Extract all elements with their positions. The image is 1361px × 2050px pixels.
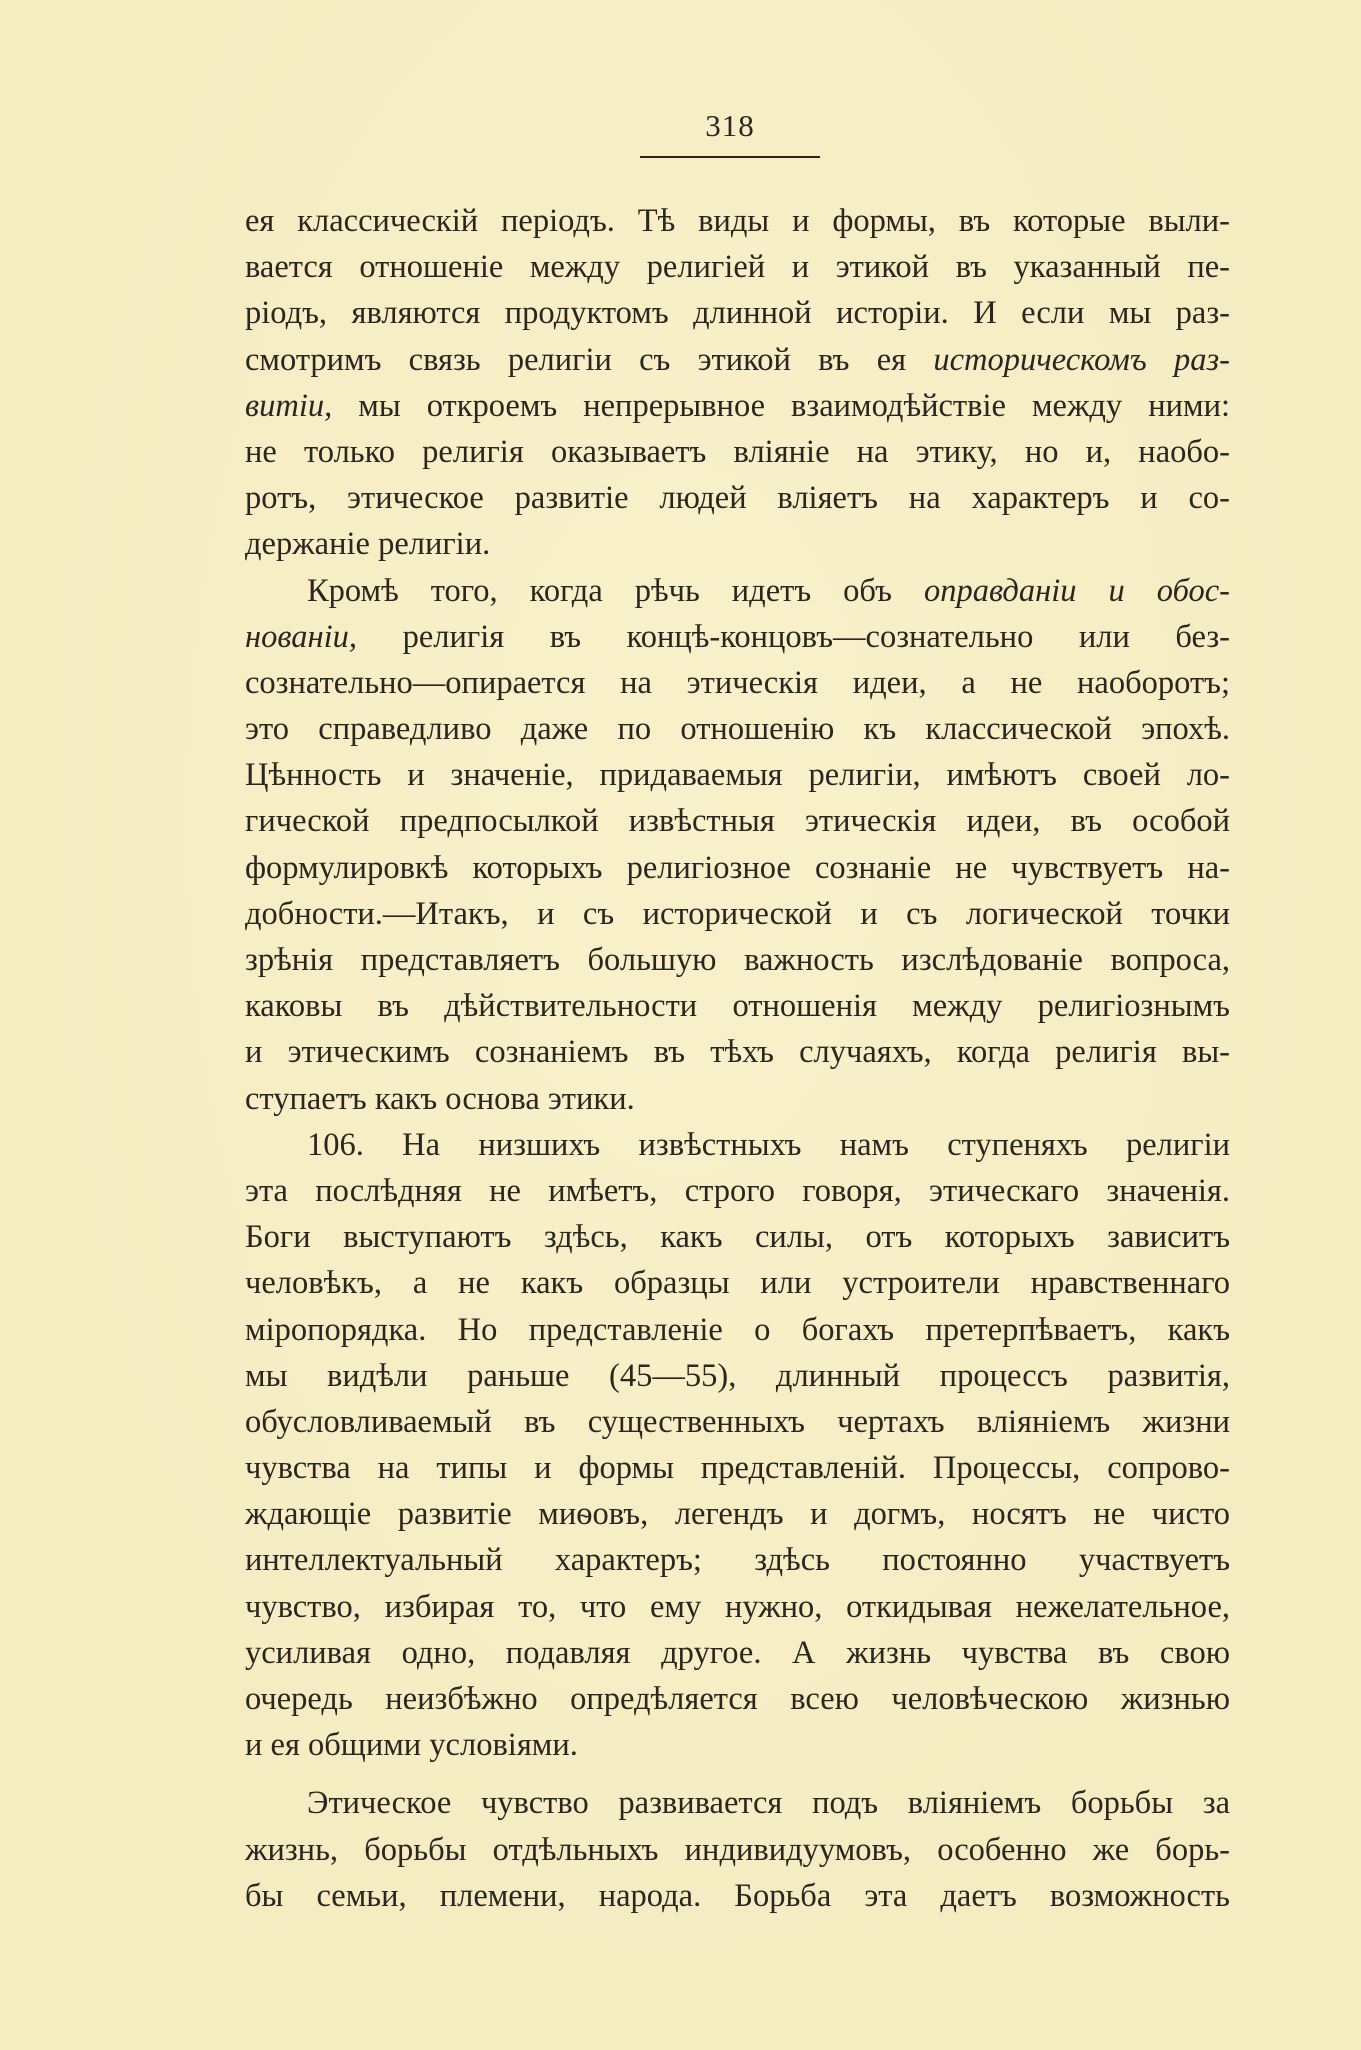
text-line xyxy=(245,198,1230,244)
paragraph xyxy=(245,198,1230,568)
text-line xyxy=(245,568,1230,614)
text-line xyxy=(245,706,1230,752)
text-line xyxy=(245,1676,1230,1722)
body-text xyxy=(245,198,1230,1919)
text-line xyxy=(245,1353,1230,1399)
line-text: религія въ концѣ-концовъ—сознательно или без- xyxy=(357,618,1230,655)
line-text: интеллектуальный характеръ; здѣсь постоянно участвуетъ xyxy=(245,1542,1230,1579)
line-text: не только религія оказываетъ вліяніе на этику, но и, наобо- xyxy=(245,433,1230,470)
text-line xyxy=(245,1029,1230,1075)
line-text: сознательно—опирается на этическія идеи, а не наоборотъ; xyxy=(245,664,1230,701)
text-line xyxy=(245,475,1230,521)
line-text: бы семьи, племени, народа. Борьба эта даетъ возможность xyxy=(245,1877,1230,1914)
text-line xyxy=(245,1214,1230,1260)
text-line xyxy=(245,937,1230,983)
line-text: мы видѣли раньше (45—55), длинный процессъ развитія, xyxy=(245,1357,1230,1394)
text-line xyxy=(245,983,1230,1029)
page-header xyxy=(640,108,820,144)
line-text: это справедливо даже по отношенію къ классической эпохѣ. xyxy=(245,711,1230,748)
paragraph xyxy=(245,568,1230,1122)
line-text: ротъ, этическое развитіе людей вліяетъ на характеръ и со- xyxy=(245,480,1230,517)
line-text: каковы въ дѣйствительности отношенія между религіознымъ xyxy=(245,988,1230,1025)
line-text: человѣкъ, а не какъ образцы или устроители нравственнаго xyxy=(245,1265,1230,1302)
line-text: формулировкѣ которыхъ религіозное сознаніе не чувствуетъ на- xyxy=(245,849,1230,886)
line-text: Этическое чувство развивается подъ вліяніемъ борьбы за xyxy=(307,1785,1230,1822)
page-number: 318 xyxy=(705,108,755,143)
italic-text: витіи, xyxy=(245,387,333,424)
text-line xyxy=(245,1260,1230,1306)
italic-text: нованіи, xyxy=(245,618,358,655)
line-text: эта послѣдняя не имѣетъ, строго говоря, этическаго значенія. xyxy=(245,1172,1230,1209)
text-line xyxy=(245,1491,1230,1537)
line-text: жизнь, борьбы отдѣльныхъ индивидуумовъ, особенно же борь- xyxy=(245,1831,1230,1868)
text-line xyxy=(245,429,1230,475)
text-line xyxy=(245,1827,1230,1873)
text-line xyxy=(245,1076,1230,1122)
line-text: гической предпосылкой извѣстныя этическія идеи, въ особой xyxy=(245,803,1230,840)
line-text: держаніе религіи. xyxy=(245,526,491,563)
line-text: чувства на типы и формы представленій. Процессы, сопрово- xyxy=(245,1450,1230,1487)
text-line xyxy=(245,1445,1230,1491)
text-line xyxy=(245,614,1230,660)
line-text: и этическимъ сознаніемъ въ тѣхъ случаяхъ, когда религія вы- xyxy=(245,1034,1230,1071)
line-text: усиливая одно, подавляя другое. А жизнь чувства въ свою xyxy=(245,1634,1230,1671)
line-text: зрѣнія представляетъ большую важность изслѣдованіе вопроса, xyxy=(245,942,1230,978)
line-text: вается отношеніе между религіей и этикой въ указанный пе- xyxy=(245,249,1230,286)
line-text: Боги выступаютъ здѣсь, какъ силы, отъ которыхъ зависитъ xyxy=(245,1219,1230,1256)
line-text: міропорядка. Но представленіе о богахъ претерпѣваетъ, какъ xyxy=(245,1311,1230,1348)
text-line xyxy=(245,1780,1230,1826)
paragraph xyxy=(245,1780,1230,1919)
text-line xyxy=(245,752,1230,798)
line-text: и ея общими условіями. xyxy=(245,1727,578,1764)
text-line xyxy=(245,1168,1230,1214)
text-line xyxy=(245,845,1230,891)
line-text: смотримъ связь религіи съ этикой въ ея xyxy=(245,341,934,378)
text-line xyxy=(245,1584,1230,1630)
text-line xyxy=(245,383,1230,429)
text-line xyxy=(245,337,1230,383)
text-line xyxy=(245,1122,1230,1168)
text-line xyxy=(245,521,1230,567)
italic-text: оправданіи и обос- xyxy=(923,572,1230,609)
line-text: ея классическій періодъ. Тѣ виды и формы, въ которые выли- xyxy=(245,203,1230,239)
text-line xyxy=(245,1722,1230,1768)
text-line xyxy=(245,1873,1230,1919)
line-text: ріодъ, являются продуктомъ длинной исторіи. И если мы раз- xyxy=(245,295,1230,332)
line-text: мы откроемъ непрерывное взаимодѣйствіе между ними: xyxy=(332,387,1230,424)
text-line xyxy=(245,1307,1230,1353)
line-text: добности.—Итакъ, и съ исторической и съ логической точки xyxy=(245,895,1230,932)
text-line xyxy=(245,290,1230,336)
text-line xyxy=(245,798,1230,844)
text-line xyxy=(245,660,1230,706)
text-line xyxy=(245,891,1230,937)
line-text: ступаетъ какъ основа этики. xyxy=(245,1080,635,1117)
line-text: чувство, избирая то, что ему нужно, откидывая нежелательное, xyxy=(245,1588,1230,1625)
italic-text: историческомъ раз- xyxy=(933,341,1230,378)
line-text: Кромѣ того, когда рѣчь идетъ объ xyxy=(307,572,924,609)
text-line xyxy=(245,244,1230,290)
text-line xyxy=(245,1399,1230,1445)
text-line xyxy=(245,1630,1230,1676)
line-text: 106. На низшихъ извѣстныхъ намъ ступеняхъ религіи xyxy=(307,1126,1230,1163)
text-line xyxy=(245,1537,1230,1583)
line-text: Цѣнность и значеніе, придаваемыя религіи, имѣютъ своей ло- xyxy=(245,757,1230,794)
header-rule xyxy=(640,156,820,158)
line-text: очередь неизбѣжно опредѣляется всею человѣческою жизнью xyxy=(245,1681,1230,1717)
line-text: ждающіе развитіе миѳовъ, легендъ и догмъ, носятъ не чисто xyxy=(245,1496,1230,1533)
paragraph xyxy=(245,1122,1230,1769)
line-text: обусловливаемый въ существенныхъ чертахъ вліяніемъ жизни xyxy=(245,1403,1230,1440)
